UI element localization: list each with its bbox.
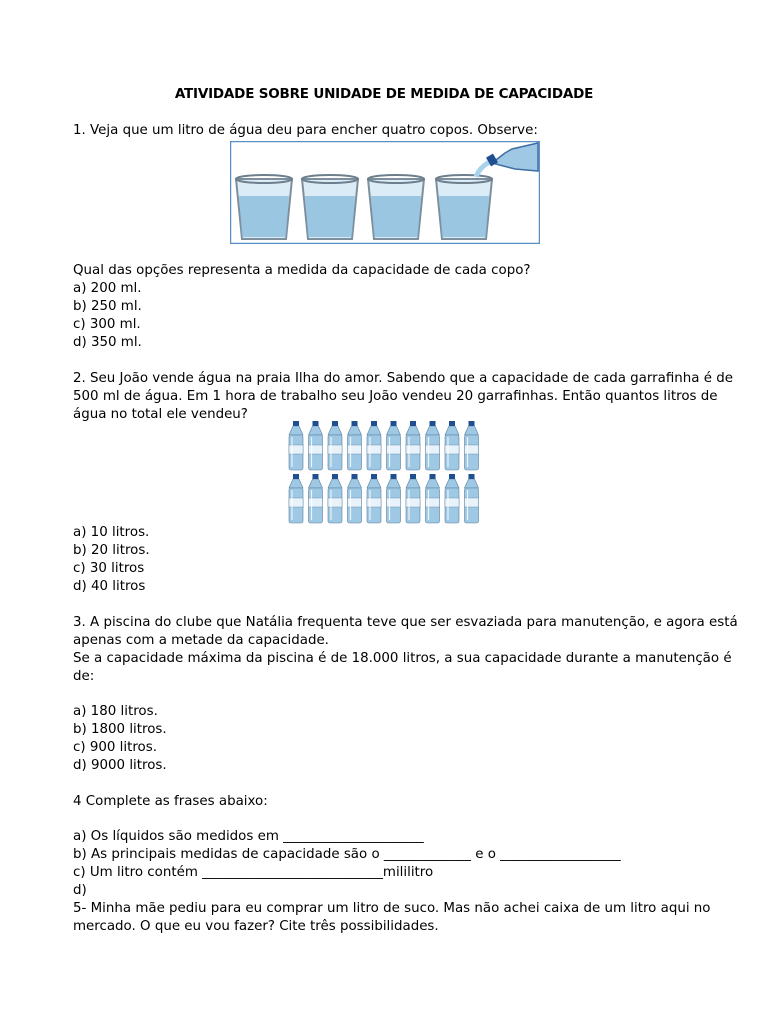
bottle-icon: [387, 421, 401, 470]
q5-line-1: 5- Minha mãe pediu para eu comprar um litro de suco. Mas não achei caixa de um litro aqui no: [73, 901, 711, 916]
q2-option-d: d) 40 litros: [73, 579, 146, 594]
q3-line-1: 3. A piscina do clube que Natália frequenta teve que ser esvaziada para manutenção, e agora está: [73, 615, 738, 630]
bottle-icon: [426, 474, 440, 523]
q4-item-c: c) Um litro contém ___________________________mililitro: [73, 865, 434, 880]
q2-option-a: a) 10 litros.: [73, 525, 150, 540]
q2-option-c: c) 30 litros: [73, 561, 145, 576]
bottle-icon: [465, 421, 479, 470]
q2-line-1: 2. Seu João vende água na praia Ilha do amor. Sabendo que a capacidade de cada garrafinha é de: [73, 371, 733, 386]
q3-line-4: de:: [73, 669, 95, 684]
q2-option-b: b) 20 litros.: [73, 543, 150, 558]
q3-line-2: apenas com a metade da capacidade.: [73, 633, 329, 648]
q1-option-d: d) 350 ml.: [73, 335, 142, 350]
q4-item-b: b) As principais medidas de capacidade são o _____________ e o __________________: [73, 847, 621, 862]
bottles-illustration: [286, 420, 482, 524]
q1-option-b: b) 250 ml.: [73, 299, 142, 314]
bottle-icon: [445, 474, 459, 523]
q3-line-3: Se a capacidade máxima da piscina é de 18.000 litros, a sua capacidade durante a manutenção é: [73, 651, 732, 666]
bottle-icon: [348, 421, 362, 470]
q2-line-3: água no total ele vendeu?: [73, 407, 248, 422]
q5-line-2: mercado. O que eu vou fazer? Cite três possibilidades.: [73, 919, 439, 934]
q4-prompt: 4 Complete as frases abaixo:: [73, 794, 268, 809]
bottle-icon: [426, 421, 440, 470]
q1-option-c: c) 300 ml.: [73, 317, 141, 332]
page-title: ATIVIDADE SOBRE UNIDADE DE MEDIDA DE CAPACIDADE: [174, 86, 594, 102]
bottle-icon: [289, 474, 303, 523]
bottle-icon: [406, 421, 420, 470]
bottle-icon: [328, 474, 342, 523]
bottle-icon: [465, 474, 479, 523]
bottle-icon: [387, 474, 401, 523]
bottle-icon: [309, 421, 323, 470]
glasses-illustration: [230, 141, 540, 244]
glass-icon: [368, 175, 424, 239]
q4-item-a: a) Os líquidos são medidos em _____________________: [73, 829, 424, 844]
q3-option-b: b) 1800 litros.: [73, 722, 167, 737]
q3-option-d: d) 9000 litros.: [73, 758, 167, 773]
bottle-icon: [406, 474, 420, 523]
bottle-icon: [309, 474, 323, 523]
glass-icon: [236, 175, 292, 239]
q4-item-d: d): [73, 883, 87, 898]
bottle-icon: [348, 474, 362, 523]
q3-option-a: a) 180 litros.: [73, 704, 158, 719]
bottle-icon: [367, 474, 381, 523]
q1-prompt: 1. Veja que um litro de água deu para encher quatro copos. Observe:: [73, 123, 538, 138]
bottle-icon: [367, 421, 381, 470]
glass-icon: [302, 175, 358, 239]
q1-question: Qual das opções representa a medida da capacidade de cada copo?: [73, 263, 531, 278]
q2-line-2: 500 ml de água. Em 1 hora de trabalho seu João vendeu 20 garrafinhas. Então quantos litros de: [73, 389, 718, 404]
bottle-icon: [328, 421, 342, 470]
q3-option-c: c) 900 litros.: [73, 740, 157, 755]
bottle-icon: [289, 421, 303, 470]
bottle-icon: [445, 421, 459, 470]
q1-option-a: a) 200 ml.: [73, 281, 142, 296]
